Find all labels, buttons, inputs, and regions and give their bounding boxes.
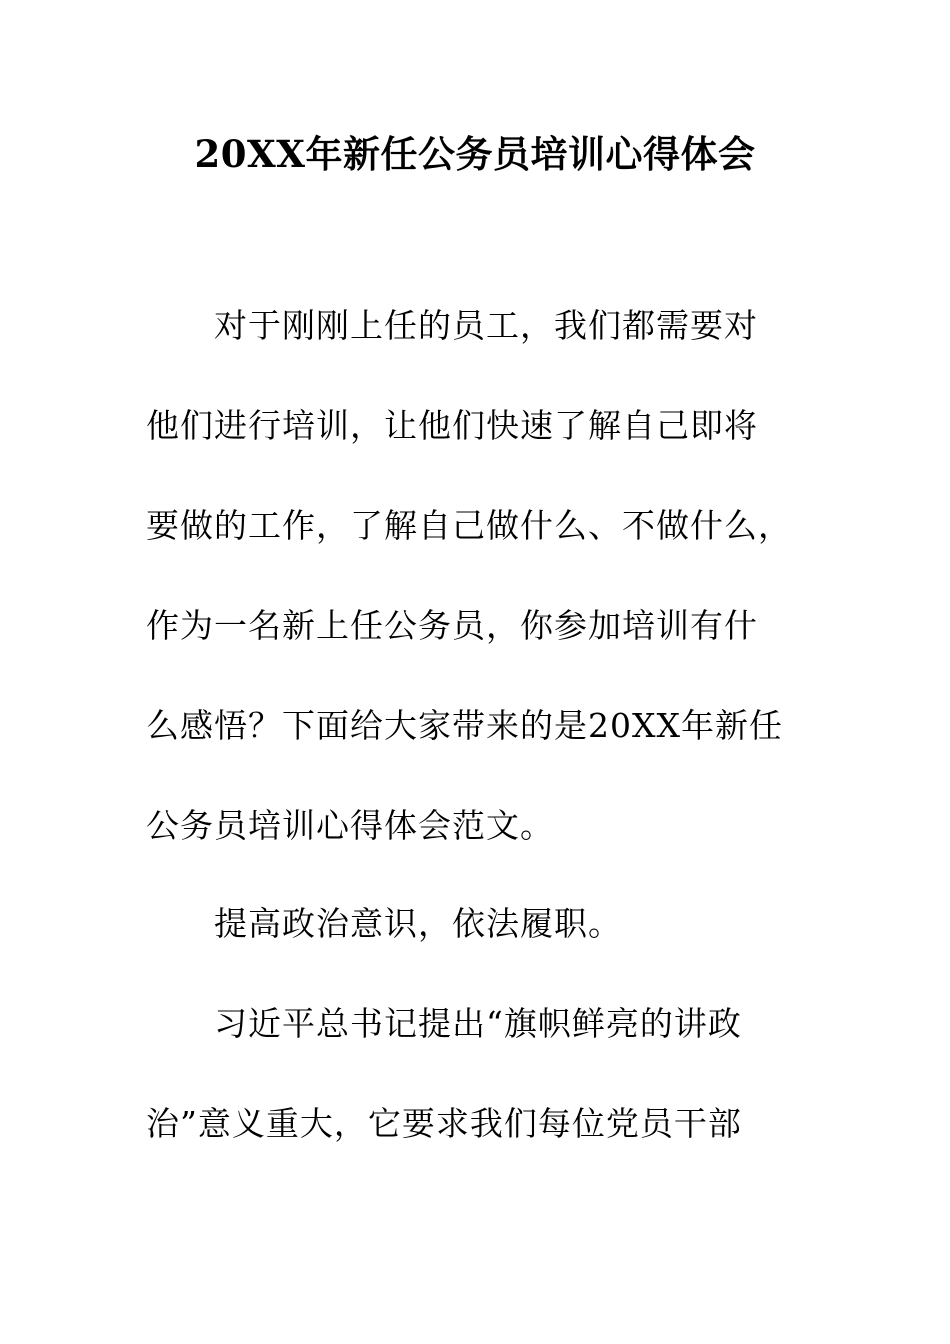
paragraph-line: 公务员培训心得体会范文。: [146, 806, 554, 845]
paragraph-line: 习近平总书记提出“旗帜鲜亮的讲政: [214, 1004, 742, 1043]
paragraph-line: 他们进行培训，让他们快速了解自己即将: [146, 406, 758, 445]
paragraph-line: 对于刚刚上任的员工，我们都需要对: [214, 306, 758, 345]
paragraph-line: 提高政治意识，依法履职。: [214, 904, 622, 943]
paragraph-line: 要做的工作，了解自己做什么、不做什么，: [146, 506, 792, 545]
paragraph-line: 么感悟？下面给大家带来的是20XX年新任: [146, 706, 783, 745]
document-title: 20XX年新任公务员培训心得体会: [194, 132, 756, 176]
paragraph-line: 治”意义重大，它要求我们每位党员干部: [146, 1104, 742, 1143]
paragraph-line: 作为一名新上任公务员，你参加培训有什: [146, 606, 758, 645]
